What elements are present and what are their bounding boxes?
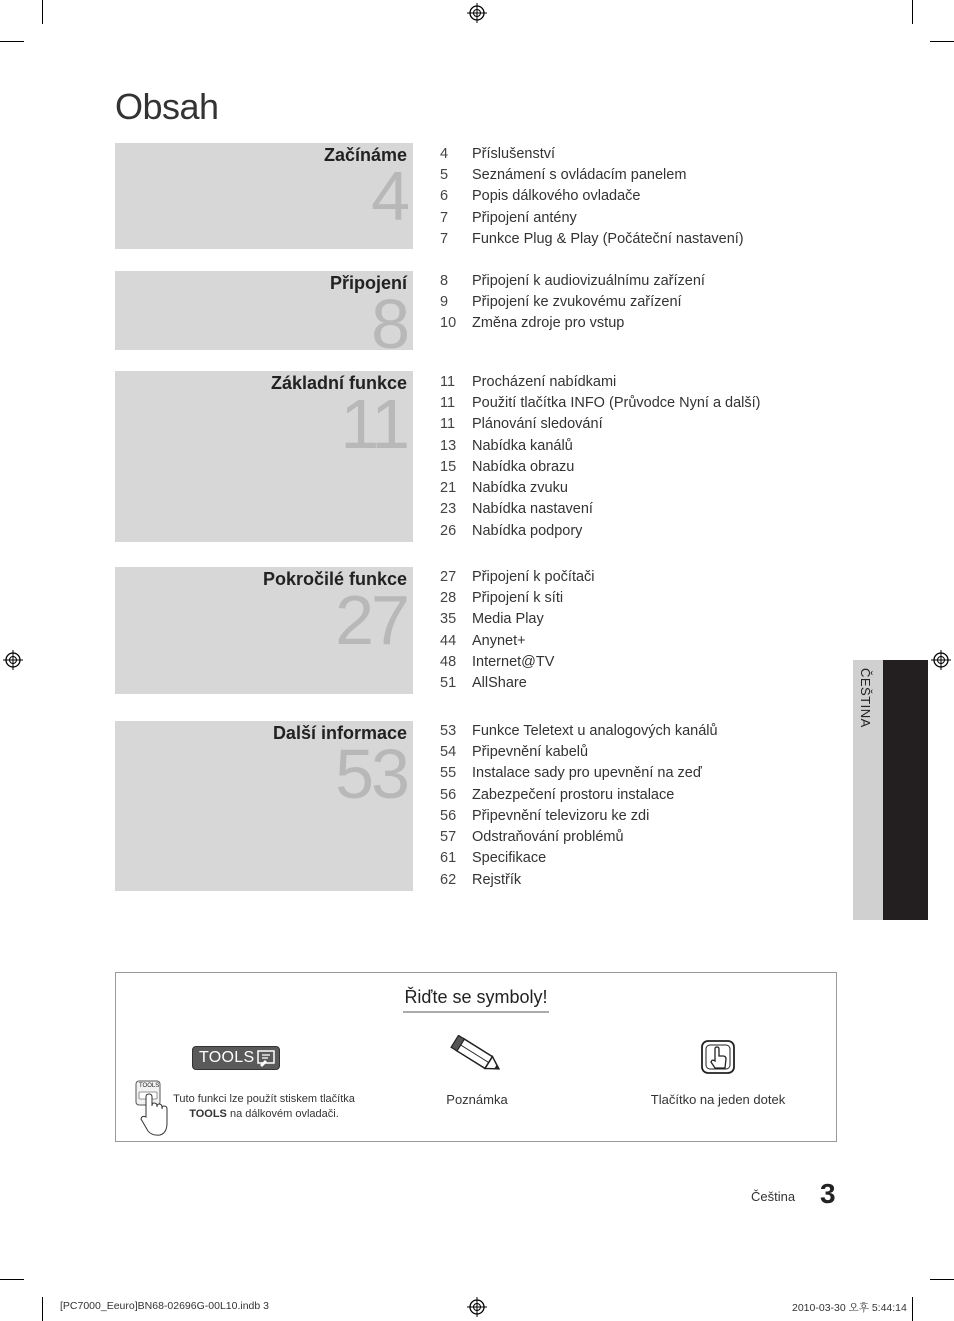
toc-item-text: Připevnění kabelů [472, 743, 589, 760]
section-box-pripojeni [115, 271, 413, 350]
toc-page-number: 48 [440, 653, 457, 670]
language-tab-dark-bar [883, 660, 928, 920]
crop-mark [912, 0, 913, 24]
toc-item-text: Specifikace [472, 850, 547, 867]
toc-item[interactable] [440, 651, 840, 672]
toc-item-text: Zabezpečení prostoru instalace [472, 786, 675, 803]
toc-item-text: Popis dálkového ovladače [472, 188, 641, 205]
crop-mark [0, 41, 24, 42]
registration-mark-icon [467, 3, 487, 23]
print-slug-right: 2010-03-30 오후 5:44:14 [792, 1302, 907, 1314]
toc-item[interactable] [440, 826, 840, 847]
toc-page-number: 15 [440, 458, 457, 475]
toc-item[interactable] [440, 672, 840, 693]
crop-mark [930, 41, 954, 42]
section-number: 27 [335, 581, 407, 659]
toc-page-number: 44 [440, 632, 457, 649]
toc-page-number: 11 [440, 394, 456, 411]
toc-page-number: 5 [440, 166, 449, 183]
registration-mark-icon [467, 1297, 487, 1317]
language-tab-label: ČEŠTINA [858, 668, 873, 728]
toc-page-number: 35 [440, 611, 457, 628]
toc-item[interactable] [440, 456, 840, 477]
footer-page-number: 3 [820, 1178, 836, 1209]
toc-list-dalsi-informace [440, 720, 840, 890]
toc-page-number: 61 [440, 850, 457, 867]
toc-item[interactable] [440, 164, 840, 185]
toc-item[interactable] [440, 414, 840, 435]
toc-item-text: Nabídka kanálů [472, 437, 573, 454]
toc-item[interactable] [440, 207, 840, 228]
symbols-heading: Řiďte se symboly! [116, 987, 836, 1013]
crop-mark [42, 0, 43, 24]
toc-item-text: Funkce Plug & Play (Počáteční nastavení) [472, 230, 744, 247]
section-number: 8 [371, 285, 407, 350]
note-caption: Poznámka [446, 1092, 508, 1107]
toc-item-text: Rejstřík [472, 871, 522, 888]
tools-badge-label: TOOLS [199, 1049, 255, 1066]
toc-list-pripojeni [440, 270, 840, 334]
toc-item-text: Seznámení s ovládacím panelem [472, 166, 687, 183]
toc-item[interactable] [440, 520, 840, 541]
toc-list-zaciname [440, 143, 840, 249]
section-box-pokrocile-funkce [115, 567, 413, 694]
one-touch-caption: Tlačítko na jeden dotek [650, 1092, 786, 1107]
toc-item-text: Změna zdroje pro vstup [472, 315, 625, 332]
toc-item-text: Nabídka nastavení [472, 501, 593, 518]
toc-page-number: 7 [440, 209, 449, 226]
toc-item[interactable] [440, 566, 840, 587]
toc-item[interactable] [440, 186, 840, 207]
toc-page-number: 9 [440, 293, 449, 310]
toc-item[interactable] [440, 741, 840, 762]
toc-item[interactable] [440, 848, 840, 869]
toc-item[interactable] [440, 630, 840, 651]
toc-page-number: 11 [440, 416, 456, 433]
symbols-legend-box [115, 972, 837, 1142]
toc-item-text: Připojení antény [472, 209, 577, 226]
section-number: 53 [335, 735, 407, 813]
footer-language: Čeština [751, 1189, 796, 1204]
toc-page-number: 26 [440, 522, 457, 539]
toc-page-number: 23 [440, 501, 457, 518]
section-title: Pokročilé funkce [262, 569, 407, 589]
toc-item-text: Funkce Teletext u analogových kanálů [472, 722, 718, 739]
toc-page-number: 11 [440, 373, 456, 390]
toc-item-text: Nabídka obrazu [472, 458, 575, 475]
toc-list-pokrocile-funkce [440, 566, 840, 694]
toc-item[interactable] [440, 587, 840, 608]
toc-item[interactable] [440, 270, 840, 291]
toc-item-text: Media Play [472, 611, 544, 628]
toc-item-text: Odstraňování problémů [472, 829, 624, 846]
section-title: Připojení [329, 273, 407, 293]
toc-page-number: 6 [440, 188, 449, 205]
section-title: Začínáme [323, 145, 407, 165]
toc-page-number: 21 [440, 480, 457, 497]
toc-item[interactable] [440, 720, 840, 741]
section-number: 11 [340, 385, 407, 463]
toc-item-text: Anynet+ [472, 632, 526, 649]
toc-item[interactable] [440, 609, 840, 630]
remote-tools-label: TOOLS [139, 1083, 160, 1089]
toc-item[interactable] [440, 805, 840, 826]
toc-item-text: Připojení k audiovizuálnímu zařízení [472, 272, 705, 289]
toc-page-number: 51 [440, 675, 457, 692]
toc-item-text: Použití tlačítka INFO (Průvodce Nyní a další) [472, 394, 761, 411]
toc-item-text: Příslušenství [472, 145, 555, 162]
toc-page-number: 10 [440, 315, 457, 332]
toc-item[interactable] [440, 763, 840, 784]
tools-badge [192, 1046, 280, 1070]
toc-item-text: Připojení k počítači [472, 568, 595, 585]
crop-mark [42, 1297, 43, 1321]
toc-item-text: Nabídka zvuku [472, 480, 568, 497]
page-title: Obsah [115, 86, 219, 127]
toc-page-number: 27 [440, 568, 457, 585]
toc-item[interactable] [440, 499, 840, 520]
toc-item[interactable] [440, 371, 840, 392]
toc-item-text: Instalace sady pro upevnění na zeď [472, 765, 702, 782]
toc-page-number: 53 [440, 722, 457, 739]
toc-page-number: 62 [440, 871, 457, 888]
section-title: Základní funkce [270, 373, 407, 393]
section-box-zaciname [115, 143, 413, 249]
one-touch-button-icon [700, 1039, 736, 1075]
registration-mark-icon [3, 650, 23, 670]
toc-page-number: 57 [440, 829, 457, 846]
toc-item[interactable] [440, 477, 840, 498]
toc-item-text: Plánování sledování [472, 416, 603, 433]
toc-item-text: Nabídka podpory [472, 522, 583, 539]
crop-mark [912, 1297, 913, 1321]
toc-item-text: Připevnění televizoru ke zdi [472, 807, 650, 824]
toc-page-number: 4 [440, 145, 449, 162]
registration-mark-icon [931, 650, 951, 670]
toc-page-number: 55 [440, 765, 457, 782]
toc-page-number: 28 [440, 589, 457, 606]
tools-icon [256, 1049, 278, 1067]
toc-page-number: 56 [440, 786, 457, 803]
crop-mark [930, 1279, 954, 1280]
toc-item[interactable] [440, 392, 840, 413]
crop-mark [0, 1279, 24, 1280]
toc-item[interactable] [440, 435, 840, 456]
toc-item[interactable] [440, 869, 840, 890]
section-box-zakladni-funkce [115, 371, 413, 542]
toc-page-number: 56 [440, 807, 457, 824]
toc-item[interactable] [440, 784, 840, 805]
toc-item-text: Internet@TV [472, 653, 555, 670]
toc-page-number: 13 [440, 437, 457, 454]
toc-page-number: 8 [440, 272, 449, 289]
print-slug-left: [PC7000_Eeuro]BN68-02696G-00L10.indb 3 [60, 1300, 269, 1312]
toc-item[interactable] [440, 291, 840, 312]
section-number: 4 [371, 157, 407, 235]
toc-item-text: Připojení k síti [472, 589, 564, 606]
toc-page-number: 54 [440, 743, 457, 760]
toc-item-text: Připojení ke zvukovému zařízení [472, 293, 682, 310]
section-box-dalsi-informace [115, 721, 413, 891]
tools-caption: Tuto funkci lze použít stiskem tlačítka TOOLS na dálkovém ovladači. [173, 1093, 355, 1120]
toc-item[interactable] [440, 228, 840, 249]
toc-item-text: Procházení nabídkami [472, 373, 617, 390]
pencil-note-icon [450, 1035, 506, 1079]
toc-item[interactable] [440, 313, 840, 334]
section-title: Další informace [272, 723, 407, 743]
toc-item-text: AllShare [472, 675, 527, 692]
toc-page-number: 7 [440, 230, 449, 247]
toc-item[interactable] [440, 143, 840, 164]
toc-list-zakladni-funkce [440, 371, 840, 541]
